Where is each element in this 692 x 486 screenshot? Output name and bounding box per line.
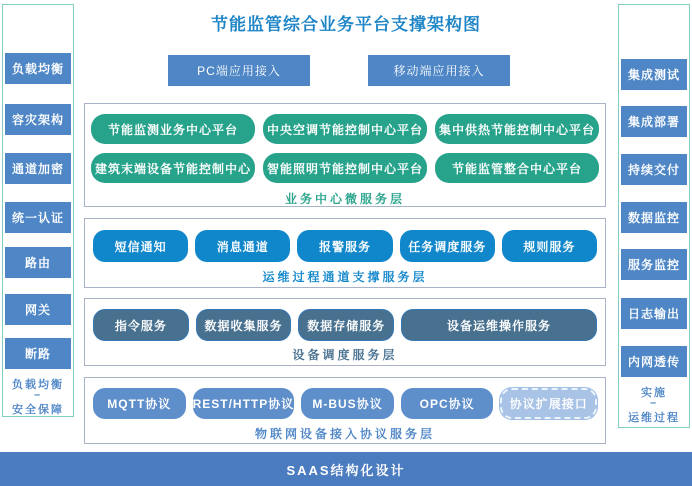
sidebar-item-log-output: 日志输出 [621, 298, 687, 329]
pill-message-channel: 消息通道 [195, 230, 290, 262]
sidebar-item-load-balancing: 负载均衡 [5, 53, 71, 84]
channel-layer-label: 运维过程通道支撑服务层 [262, 270, 428, 284]
pill-building-terminal-control-center: 建筑末端设备节能控制中心 [91, 153, 255, 183]
sidebar-item-data-monitoring: 数据监控 [621, 202, 687, 233]
mobile-access-box: 移动端应用接入 [368, 55, 510, 86]
iot-layer-label: 物联网设备接入协议服务层 [254, 427, 435, 441]
pill-smart-lighting-control-platform: 智能照明节能控制中心平台 [263, 153, 427, 183]
pill-opc-protocol: OPC协议 [401, 388, 494, 419]
sidebar-item-disaster-recovery: 容灾架构 [5, 104, 71, 135]
pill-rest-http-protocol: REST/HTTP协议 [193, 388, 295, 419]
sidebar-item-intranet-passthrough: 内网透传 [621, 346, 687, 377]
right-caption-bottom: 运维过程 [628, 412, 680, 424]
left-caption-bottom: 安全保障 [12, 404, 64, 416]
right-caption-dash: – [649, 397, 659, 409]
left-caption-top: 负载均衡 [12, 379, 64, 391]
pill-data-collection-service: 数据收集服务 [196, 309, 292, 341]
pill-command-service: 指令服务 [93, 309, 189, 341]
pc-access-box: PC端应用接入 [168, 55, 310, 86]
pill-mqtt-protocol: MQTT协议 [93, 388, 186, 419]
pill-protocol-extension-interface: 协议扩展接口 [500, 388, 597, 419]
page-title: 节能监管综合业务平台支撑架构图 [211, 15, 481, 34]
pill-mbus-protocol: M-BUS协议 [301, 388, 394, 419]
business-layer-label: 业务中心微服务层 [284, 192, 405, 206]
right-caption-top: 实施 [641, 387, 667, 399]
right-sidebar [618, 4, 690, 428]
sidebar-item-circuit-break: 断路 [5, 338, 71, 369]
business-layer-section [84, 103, 606, 207]
iot-layer-section [84, 377, 606, 444]
sidebar-item-routing: 路由 [5, 247, 71, 278]
pill-device-ops-service: 设备运维操作服务 [401, 309, 597, 341]
saas-footer-bar: SAAS结构化设计 [0, 452, 692, 486]
sidebar-item-channel-encryption: 通道加密 [5, 153, 71, 184]
sidebar-item-service-monitoring: 服务监控 [621, 249, 687, 280]
pill-task-scheduling-service: 任务调度服务 [400, 230, 495, 262]
pill-rule-service: 规则服务 [502, 230, 597, 262]
sidebar-item-continuous-delivery: 持续交付 [621, 154, 687, 185]
pill-central-ac-control-platform: 中央空调节能控制中心平台 [263, 114, 427, 144]
pill-supervision-integration-platform: 节能监管整合中心平台 [435, 153, 599, 183]
pill-sms-notification: 短信通知 [93, 230, 188, 262]
sidebar-item-unified-auth: 统一认证 [5, 202, 71, 233]
left-sidebar [2, 4, 74, 417]
pill-data-storage-service: 数据存储服务 [298, 309, 394, 341]
pill-central-heating-control-platform: 集中供热节能控制中心平台 [435, 114, 599, 144]
pill-alarm-service: 报警服务 [297, 230, 392, 262]
pill-energy-monitoring-platform: 节能监测业务中心平台 [91, 114, 255, 144]
sidebar-item-integration-deploy: 集成部署 [621, 106, 687, 137]
left-caption-dash: – [33, 389, 43, 401]
channel-layer-section [84, 218, 606, 288]
device-layer-section [84, 298, 606, 366]
device-layer-label: 设备调度服务层 [292, 348, 398, 362]
sidebar-item-integration-test: 集成测试 [621, 59, 687, 90]
sidebar-item-gateway: 网关 [5, 294, 71, 325]
